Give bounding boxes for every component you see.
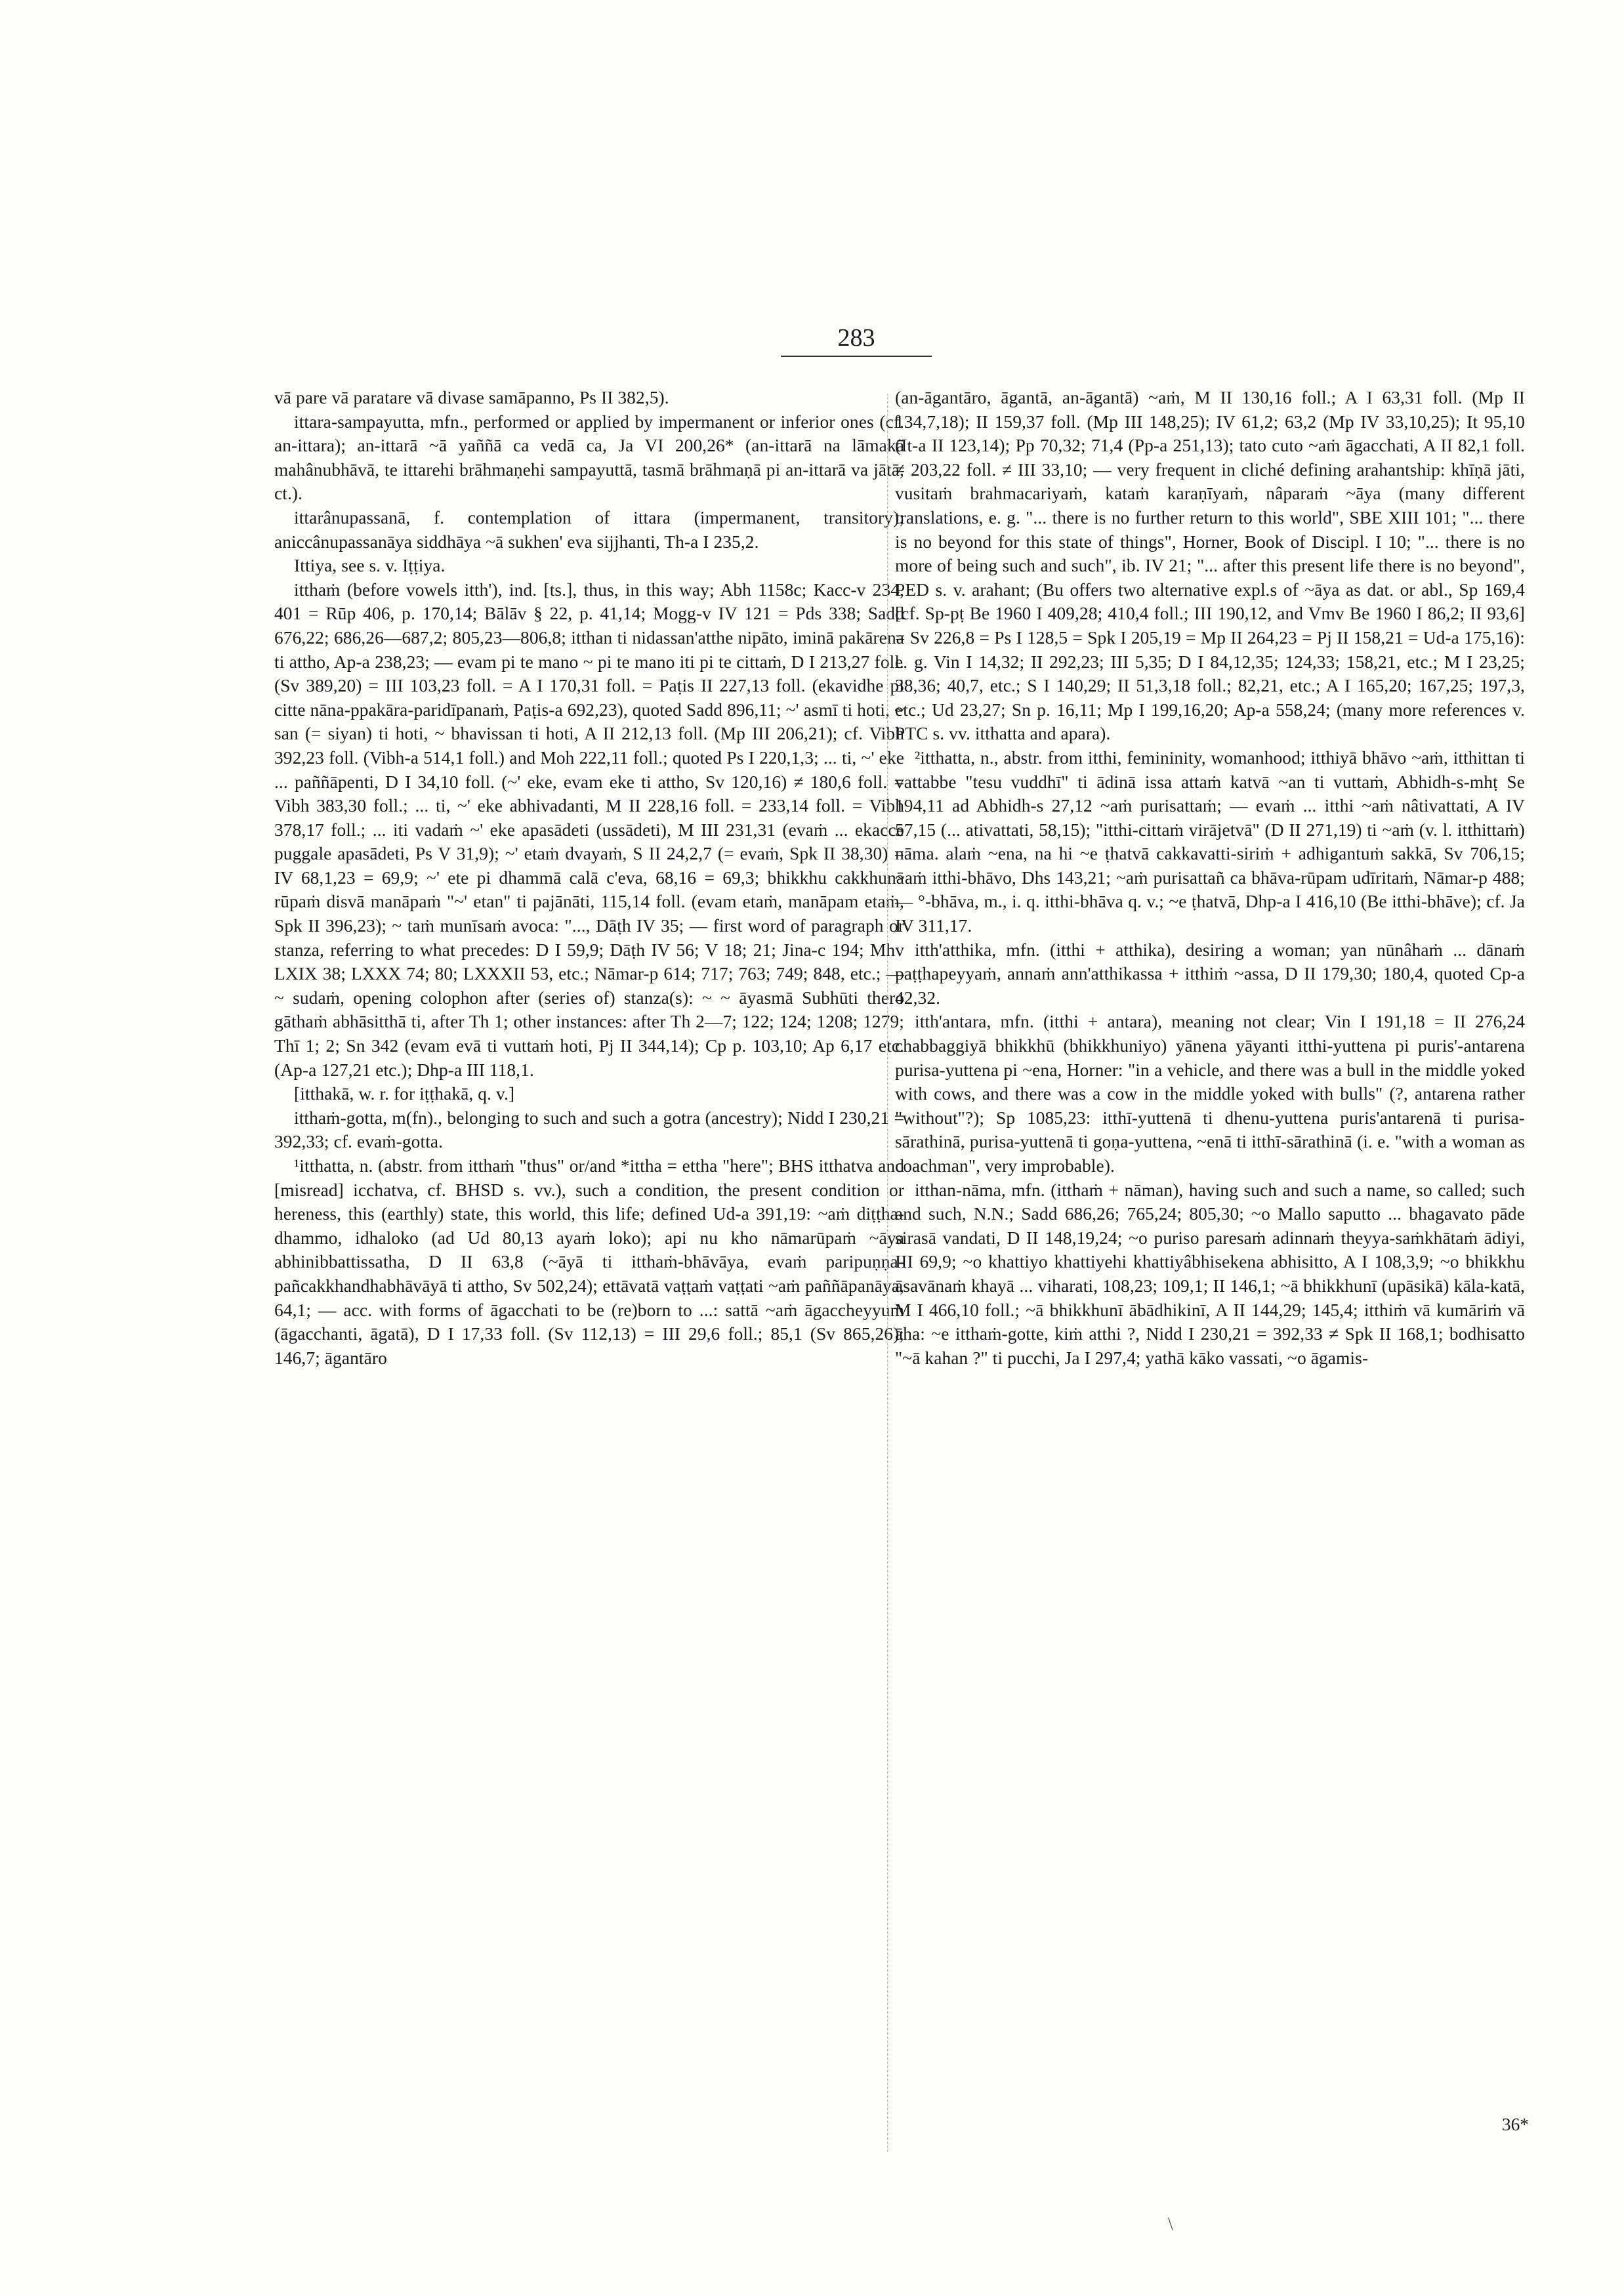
dictionary-entry: Ittiya, see s. v. Iṭṭiya. [294,556,446,576]
entry-continuation: vā pare vā paratare vā divase samāpanno, Ps II 382,5). [274,388,669,407]
dictionary-entry: ²itthatta, n., abstr. from itthi, femininity, womanhood; itthiyā bhāvo ~aṁ, itthittan ti vattabbe "tesu vuddhī" ti ādinā issa attaṁ katvā ~an ti vuttaṁ, Abhidh-s-mhṭ Se 194,11 ad Abhidh-s 27,12 ~aṁ purisattaṁ; — evaṁ ... itthi ~aṁ nâtivattati, A IV 57,15 (... ativattati, 58,15); "itthi-cittaṁ virājetvā" (D II 271,19) ti ~aṁ (v. l. itthittaṁ) nāma. alaṁ ~ena, na hi ~e ṭhatvā cakkavatti-siriṁ + adhigantuṁ sakkā, Sv 706,15; ~aṁ itthi-bhāvo, Dhs 143,21; ~aṁ purisattañ ca bhāva-rūpam udīritaṁ, Nāmar-p 488; — °-bhāva, m., i. q. itthi-bhāva q. v.; ~e ṭhatvā, Dhp-a I 416,10 (Be itthi-bhāve); cf. Ja IV 311,17. [895,747,1525,936]
dictionary-entry: itthan-nāma, mfn. (itthaṁ + nāman), having such and such a name, so called; such and such, N.N.; Sadd 686,26; 765,24; 805,30; ~o Mallo saputto ... bhagavato pāde sirasā vandati, D II 148,19,24; ~o puriso paresaṁ adinnaṁ theyya-saṁkhātaṁ ādiyi, III 69,9; ~o khattiyo khattiyehi khattiyâbhisekena abhisitto, A I 108,3,9; ~o bhikkhu āsavānaṁ khayā ... viharati, 108,23; 109,1; II 146,1; ~ā bhikkhunī (upāsikā) kāla-katā, M I 466,10 foll.; ~ā bhikkhunī ābādhikinī, A II 144,29; 145,4; itthiṁ vā kumāriṁ vā āha: ~e itthaṁ-gotte, kiṁ atthi ?, Nidd I 230,21 = 392,33 ≠ Spk II 168,1; bodhisatto "~ā kahan ?" ti pucchi, Ja I 297,4; yathā kāko vassati, ~o āgamis- [895,1180,1525,1368]
dictionary-entry: ittarânupassanā, f. contemplation of ittara (impermanent, transitory); aniccânupassanāya siddhāya ~ā sukhen' eva sijjhanti, Th-a I 235,2. [274,507,904,552]
printer-signature: 36* [1501,2115,1529,2134]
dictionary-entry: itthaṁ-gotta, m(fn)., belonging to such and such a gotra (ancestry); Nidd I 230,21 = 392,33; cf. evaṁ-gotta. [274,1107,904,1152]
left-column [274,386,904,1370]
dictionary-entry: itthaṁ (before vowels itth'), ind. [ts.], thus, in this way; Abh 1158c; Kacc-v 234, 401 = Rūp 406, p. 170,14; Bālāv § 22, p. 41,14; Mogg-v IV 121 = Pds 338; Sadd 676,22; 686,26—687,2; 805,23—806,8; itthan ti nidassan'atthe nipāto, iminā pakārena ti attho, Ap-a 238,23; — evam pi te mano ~ pi te mano iti pi te cittaṁ, D I 213,27 foll. (Sv 389,20) = III 103,23 foll. = A I 170,31 foll. = Paṭis II 227,13 foll. (ekavidhe pi citte nāna-ppakāra-paridīpanaṁ, Paṭis-a 692,23), quoted Sadd 896,11; ~' asmī ti hoti, ~ san (= siyan) ti hoti, ~ bhavissan ti hoti, A II 212,13 foll. (Mp III 206,21); cf. Vibh 392,23 foll. (Vibh-a 514,1 foll.) and Moh 222,11 foll.; quoted Ps I 220,1,3; ... ti, ~' eke ... paññāpenti, D I 34,10 foll. (~' eke, evam eke ti attho, Sv 120,16) ≠ 180,6 foll. = Vibh 383,30 foll.; ... ti, ~' eke abhivadanti, M II 228,16 foll. = 233,14 foll. = Vibh 378,17 foll.; ... iti vadaṁ ~' eke apasādeti (ussādeti), M III 231,31 (evaṁ ... ekacce puggale apasādeti, Ps V 31,9); ~' etaṁ dvayaṁ, S II 24,2,7 (= evaṁ, Spk II 38,30) = IV 68,1,23 = 69,9; ~' ete pi dhammā calā c'eva, 68,16 = 69,3; bhikkhu cakkhunā rūpaṁ disvā manāpaṁ "~' etan" ti pajānāti, 115,14 foll. (evam etaṁ, manāpam etaṁ, Spk II 396,23); ~ taṁ munīsaṁ avoca: "..., Dāṭh IV 35; — first word of paragraph or stanza, referring to what precedes: D I 59,9; Dāṭh IV 56; V 18; 21; Jina-c 194; Mhv LXIX 38; LXXX 74; 80; LXXXII 53, etc.; Nāmar-p 614; 717; 763; 749; 848, etc.; — ~ sudaṁ, opening colophon after (series of) stanza(s): ~ ~ āyasmā Subhūti thero gāthaṁ abhāsitthā ti, after Th 1; other instances: after Th 2—7; 122; 124; 1208; 1279; Thī 1; 2; Sn 342 (evam evā ti vuttaṁ hoti, Pj II 344,14); Cp p. 103,10; Ap 6,17 etc. (Ap-a 127,21 etc.); Dhp-a III 118,1. [274,579,904,1080]
page-number-rule [781,356,932,357]
dictionary-entry: ¹itthatta, n. (abstr. from itthaṁ "thus" or/and *ittha = ettha "here"; BHS itthatva and [misread] icchatva, cf. BHSD s. vv.), such a condition, the present condition or hereness, this (earthly) state, this world, this life; defined Ud-a 391,19: ~aṁ diṭṭha-dhammo, idhaloko (ad Ud 80,13 ayaṁ loko); api nu kho nāmarūpaṁ ~āya abhinibbattissatha, D II 63,8 (~āyā ti itthaṁ-bhāvāya, evaṁ paripuṇṇa-pañcakkhandhabhāvāyā ti attho, Sv 502,24); ettāvatā vaṭṭaṁ vaṭṭati ~aṁ paññāpanāya, 64,1; — acc. with forms of āgacchati to be (re)born to ...: sattā ~aṁ āgaccheyyuṁ (āgacchanti, āgatā), D I 17,33 foll. (Sv 112,13) = III 29,6 foll.; 85,1 (Sv 865,26); 146,7; āgantāro [274,1156,904,1368]
right-column [895,386,1525,1370]
page-number: 283 [837,324,875,352]
column-divider [887,394,888,2152]
entry-continuation: (an-āgantāro, āgantā, an-āgantā) ~aṁ, M II 130,16 foll.; A I 63,31 foll. (Mp II 134,7,18); II 159,37 foll. (Mp III 148,25); IV 61,2; 63,2 (Mp IV 33,10,25); It 95,10 (It-a II 123,14); Pp 70,32; 71,4 (Pp-a 251,13); tato cuto ~aṁ āgacchati, A II 82,1 foll. ≠ 203,22 foll. ≠ III 33,10; — very frequent in cliché defining arahantship: khīṇā jāti, vusitaṁ brahmacariyaṁ, kataṁ karaṇīyaṁ, nâparaṁ ~āya (many different translations, e. g. "... there is no further return to this world", SBE XIII 101; "... there is no beyond for this state of things", Horner, Book of Discipl. I 10; "... there is no more of being such and such", ib. IV 21; "... after this present life there is no beyond", PED s. v. arahant; (Bu offers two alternative expl.s of ~āya as dat. or abl., Sp 169,4 [cf. Sp-pṭ Be 1960 I 409,28; 410,4 foll.; III 190,12, and Vmv Be 1960 I 86,2; II 93,6] = Sv 226,8 = Ps I 128,5 = Spk I 205,19 = Mp II 264,23 = Pj II 158,21 = Ud-a 175,16): e. g. Vin I 14,32; II 292,23; III 5,35; D I 84,12,35; 124,33; 158,21, etc.; M I 23,25; 38,36; 40,7, etc.; S I 140,29; II 51,3,18 foll.; 82,21, etc.; A I 165,20; 167,25; 197,3, etc.; Ud 23,27; Sn p. 16,11; Mp I 199,16,20; Ap-a 558,24; (many more references v. PTC s. vv. itthatta and apara). [895,388,1525,744]
dictionary-entry: [itthakā, w. r. for iṭṭhakā, q. v.] [294,1084,515,1104]
dictionary-entry: itth'antara, mfn. (itthi + antara), meaning not clear; Vin I 191,18 = II 276,24 chabbaggiyā bhikkhū (bhikkhuniyo) yānena yāyanti itthi-yuttena pi puris'-antarena purisa-yuttena pi ~ena, Horner: "in a vehicle, and there was a bull in the middle yoked with cows, and there was a cow in the middle yoked with bulls" (?, antarena rather "without"?); Sp 1085,23: itthī-yuttenā ti dhenu-yuttena puris'antarenā ti purisa-sārathinā, purisa-yuttenā ti goṇa-yuttena, ~enā ti itthī-sārathinā (i. e. "with a woman as coachman", very improbable). [895,1012,1525,1176]
stray-mark: \ [1168,2214,1173,2235]
dictionary-entry: ittara-sampayutta, mfn., performed or applied by impermanent or inferior ones (cf. an-ittara); an-ittarā ~ā yaññā ca vedā ca, Ja VI 200,26* (an-ittarā na lāmakā mahânubhāvā, te ittarehi brāhmaṇehi sampayuttā, tasmā brāhmaṇā pi an-ittarā va jātā, ct.). [274,411,904,504]
dictionary-entry: itth'atthika, mfn. (itthi + atthika), desiring a woman; yan nūnâhaṁ ... dānaṁ paṭṭhapeyyaṁ, annaṁ ann'atthikassa + itthiṁ ~assa, D II 179,30; 180,4, quoted Cp-a 42,32. [895,940,1525,1008]
